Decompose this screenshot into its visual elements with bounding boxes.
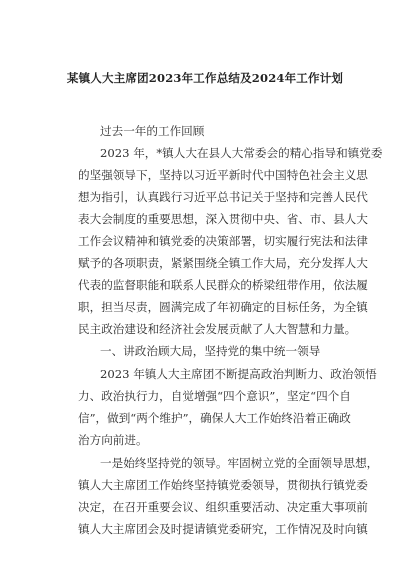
paragraph-line: 民主政治建设和经济社会发展贡献了人大智慧和力量。	[78, 322, 357, 336]
paragraph-line: 力、政治执行力，自觉增强“四个意识”，坚定“四个自	[78, 389, 351, 403]
paragraph-line: 治方向前进。	[78, 433, 148, 447]
paragraph-line: 想为指引，认真践行习近平总书记关于坚持和完善人民代	[78, 190, 368, 204]
paragraph-line: 镇人大主席团工作始终坚持镇党委领导，贯彻执行镇党委	[78, 478, 368, 492]
paragraph-line: 信”，做到“两个维护”，确保人大工作始终沿着正确政	[78, 411, 351, 425]
paragraph-line: 职，担当尽责，圆满完成了年初确定的目标任务，为全镇	[78, 300, 368, 314]
paragraph-line: 表大会制度的重要思想，深入贯彻中央、省、市、县人大	[78, 212, 368, 226]
paragraph-line: 的坚强领导下，坚持以习近平新时代中国特色社会主义思	[78, 168, 368, 182]
document-title: 某镇人大主席团2023年工作总结及2024年工作计划	[66, 71, 344, 85]
paragraph-line: 决定，在召开重要会议、组织重要活动、决定重大事项前	[78, 500, 368, 514]
paragraph-line: 代表的监督职能和联系人民群众的桥梁纽带作用，依法履	[78, 278, 368, 292]
paragraph-line: 2023 年，*镇人大在县人大常委会的精心指导和镇党委	[100, 146, 383, 160]
paragraph-line: 赋予的各项职责，紧紧围绕全镇工作大局，充分发挥人大	[78, 256, 368, 270]
paragraph-line: 一是始终坚持党的领导。牢固树立党的全面领导思想，	[100, 456, 379, 470]
section-heading: 一、讲政治顾大局，坚持党的集中统一领导	[100, 344, 321, 358]
paragraph-line: 工作会议精神和镇党委的决策部署，切实履行宪法和法律	[78, 234, 368, 248]
paragraph-line: 2023 年镇人大主席团不断提高政治判断力、政治领悟	[100, 367, 377, 381]
section-heading: 过去一年的工作回顾	[100, 124, 205, 138]
paragraph-line: 镇人大主席团会及时提请镇党委研究，工作情况及时向镇	[78, 522, 368, 536]
